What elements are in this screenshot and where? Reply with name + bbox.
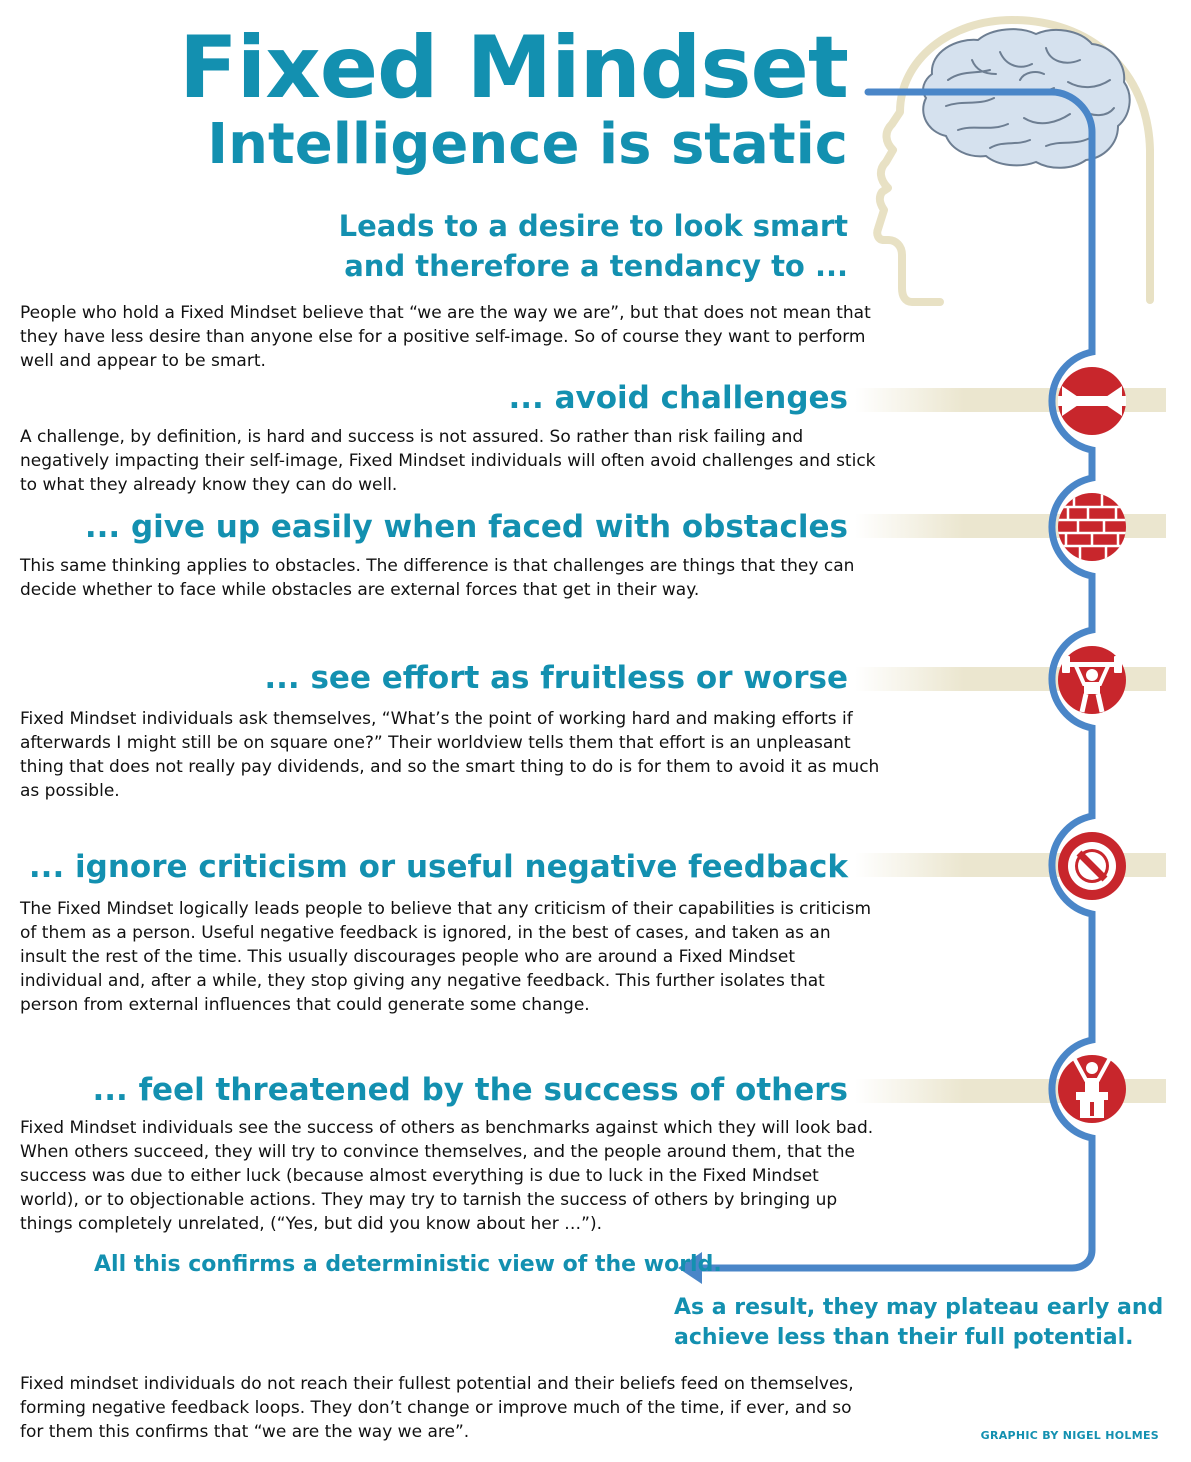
section-body-effort: Fixed Mindset individuals ask themselves, “What’s the point of working hard and making efforts if afterwards I might still be on square one?” Their worldview tells them that effort is an unpleasant thing that does not really pay dividends, and so the smart thing to do is for them to avoid it as much as possible. bbox=[20, 709, 880, 801]
page-subtitle: Intelligence is static bbox=[207, 112, 848, 177]
no-entry-icon bbox=[1058, 832, 1126, 900]
confirm-statement: All this confirms a deterministic view of the world. bbox=[94, 1252, 722, 1277]
result-statement bbox=[674, 1293, 1163, 1353]
section-heading-give-up: ... give up easily when faced with obstacles bbox=[84, 509, 848, 545]
section-heading-effort: ... see effort as fruitless or worse bbox=[264, 660, 848, 696]
section-body-success-of-others: Fixed Mindset individuals see the success of others as benchmarks against which they will look bad. When others succeed, they will try to convince themselves, and the people around them, that the success was due to either luck (because almost everything is due to luck in the Fixed Mindset world), or to objectionable actions. They may try to tarnish the success of others by bringing up things completely unrelated, (“Yes, but did you know about her …”). bbox=[20, 1118, 874, 1234]
lead-line-2: and therefore a tendancy to ... bbox=[344, 249, 848, 283]
lead-text bbox=[339, 206, 848, 286]
result-line-2: achieve less than their full potential. bbox=[674, 1325, 1134, 1350]
section-heading-criticism: ... ignore criticism or useful negative feedback bbox=[28, 849, 848, 885]
section-heading-success-of-others: ... feel threatened by the success of others bbox=[92, 1072, 848, 1108]
weightlifter-icon bbox=[1058, 646, 1126, 714]
result-line-1: As a result, they may plateau early and bbox=[674, 1295, 1164, 1320]
podium-winner-icon bbox=[1058, 1055, 1126, 1123]
section-body-give-up: This same thinking applies to obstacles. The difference is that challenges are things that they can decide whether to face while obstacles are external forces that get in their way. bbox=[20, 556, 855, 600]
graphic-credit: GRAPHIC BY NIGEL HOLMES bbox=[980, 1429, 1159, 1442]
page-title: Fixed Mindset bbox=[179, 18, 848, 118]
brick-wall-icon bbox=[1056, 493, 1128, 561]
closing-paragraph: Fixed mindset individuals do not reach their fullest potential and their beliefs feed on themselves, forming negative feedback loops. They don’t change or improve much of the time, if ever, and so for them this confirms that “we are the way we are”. bbox=[20, 1374, 854, 1442]
section-body-avoid-challenges: A challenge, by definition, is hard and success is not assured. So rather than risk failing and negatively impacting their self-image, Fixed Mindset individuals will often avoid challenges and stick to what they already know they can do well. bbox=[20, 427, 876, 495]
lead-line-1: Leads to a desire to look smart bbox=[338, 209, 848, 243]
intro-paragraph: People who hold a Fixed Mindset believe that “we are the way we are”, but that does not mean that they have less desire than anyone else for a positive self-image. So of course they want to perform well and appear to be smart. bbox=[20, 303, 871, 371]
section-heading-avoid-challenges: ... avoid challenges bbox=[508, 380, 848, 416]
brain-icon bbox=[923, 29, 1130, 168]
arrows-converging-icon bbox=[1058, 367, 1126, 435]
section-body-criticism: The Fixed Mindset logically leads people to believe that any criticism of their capabilities is criticism of them as a person. Useful negative feedback is ignored, in the best of cases, and taken as an insult the rest of the time. This usually discourages people who are around a Fixed Mindset individual and, after a while, they stop giving any negative feedback. This further isolates that person from external influences that could generate some change. bbox=[20, 899, 872, 1015]
